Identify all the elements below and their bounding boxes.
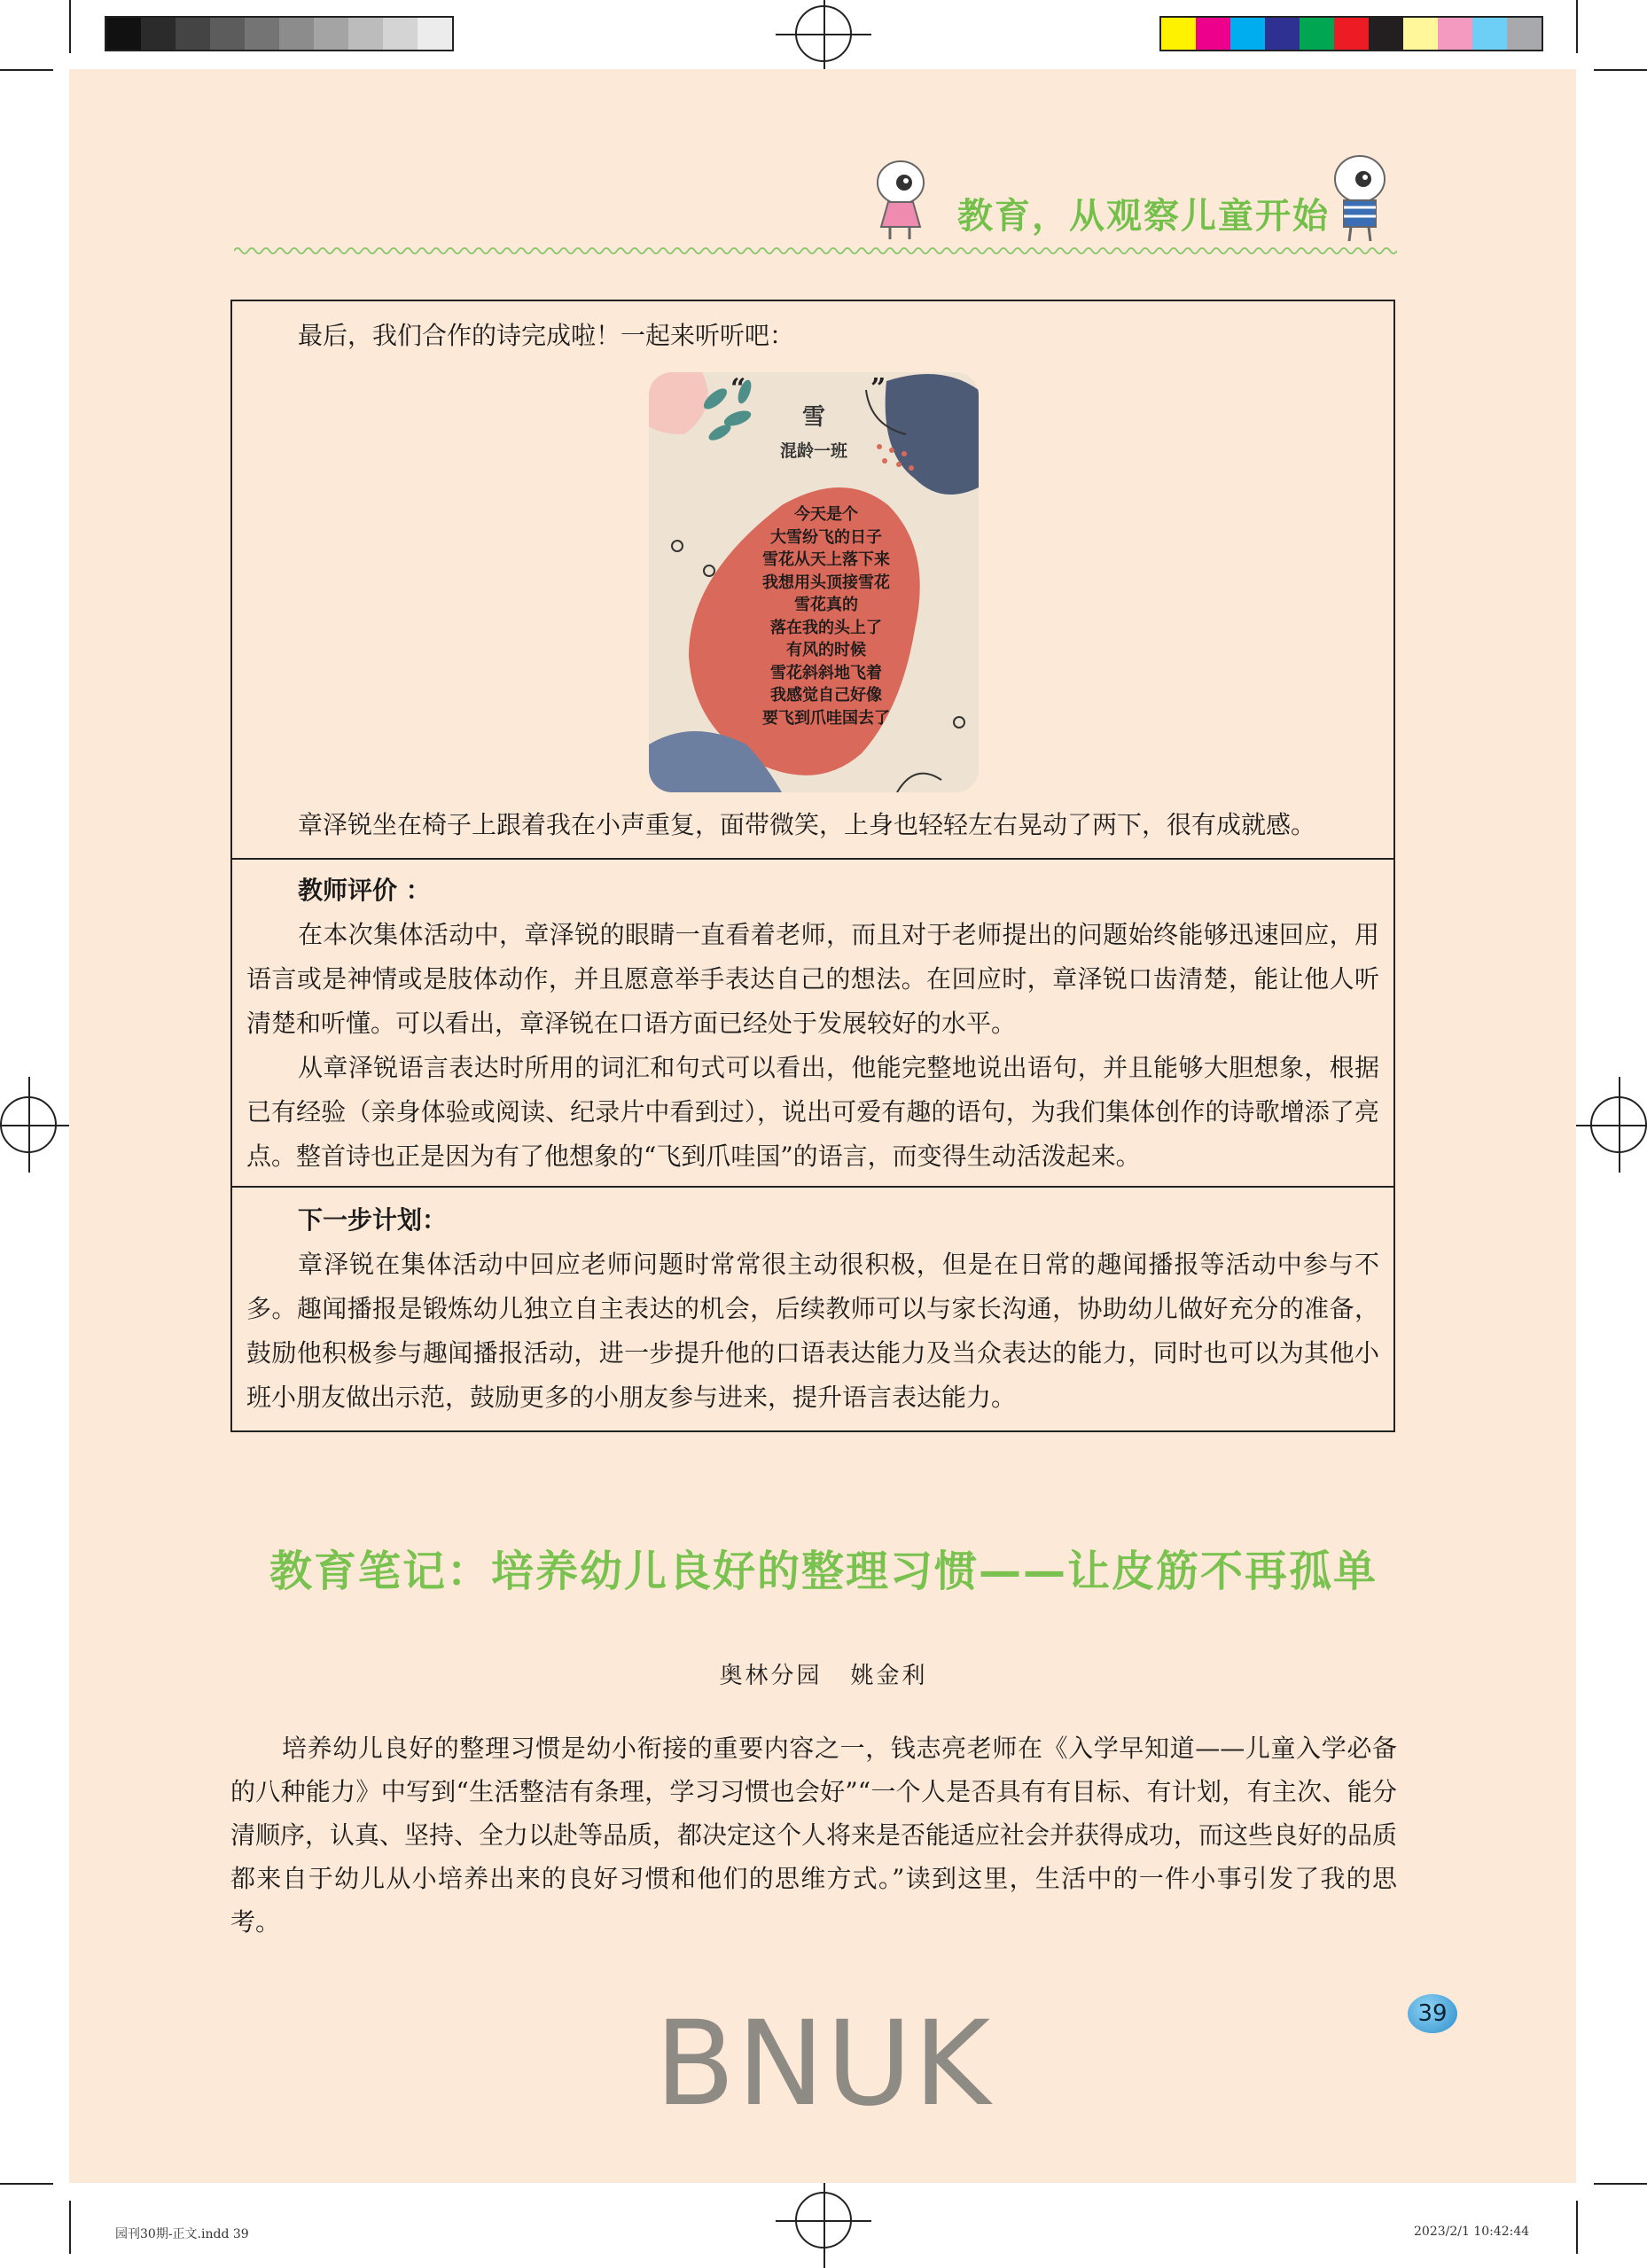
gray-calibration-bar: [105, 16, 454, 51]
watermark-logo: BNUK: [654, 1996, 993, 2132]
gray-swatch: [279, 18, 314, 50]
poem-title: 雪: [801, 404, 825, 431]
registration-mark-top: [795, 5, 852, 62]
poem-line: 雪花从天上落下来: [762, 550, 890, 569]
crop-mark: [1594, 2183, 1647, 2185]
evaluation-label: 教师评价 ：: [298, 876, 431, 905]
svg-text:”: ”: [870, 373, 886, 404]
color-swatch: [1472, 18, 1507, 50]
poem-line: 我感觉自己好像: [770, 686, 882, 705]
crop-mark: [69, 0, 71, 53]
article-body: 培养幼儿良好的整理习惯是幼小衔接的重要内容之一，钱志亮老师在《入学早知道——儿童入学必备的八种能力》中写到“生活整洁有条理，学习习惯也会好”“一个人是否具有有目标、有计划，有主次、能分清顺序，认真、坚持、全力以赴等品质，都决定这个人将来是否能适应社会并获得成功，而这些良好的品质都来自于幼儿从小培养出来的良好习惯和他们的思维方式。”读到这里，生活中的一件小事引发了我的思考。: [230, 1734, 1398, 1937]
poem-line: 落在我的头上了: [770, 618, 882, 637]
gray-swatch: [141, 18, 176, 50]
color-calibration-bar: [1159, 16, 1543, 51]
registration-mark-bottom: [795, 2192, 852, 2249]
registration-mark-left: [0, 1096, 57, 1153]
svg-text:“: “: [730, 373, 746, 404]
page-number: 39: [1408, 1994, 1457, 2033]
byline-author: 姚金利: [850, 1663, 928, 1689]
print-slug-filename: 园刊30期-正文.indd 39: [115, 2227, 249, 2241]
crop-mark: [69, 2201, 71, 2254]
crop-mark: [1576, 0, 1578, 53]
poem-line: 雪花真的: [794, 596, 858, 614]
poem-line: 我想用头顶接雪花: [762, 573, 890, 592]
color-swatch: [1438, 18, 1472, 50]
registration-mark-right: [1590, 1096, 1647, 1153]
gray-swatch: [245, 18, 279, 50]
color-swatch: [1265, 18, 1300, 50]
mascot-girl-icon: [870, 156, 933, 243]
gray-swatch: [383, 18, 418, 50]
crop-mark: [0, 2183, 53, 2185]
color-swatch: [1334, 18, 1369, 50]
poem-line: 今天是个: [794, 505, 858, 524]
print-slug-timestamp: 2023/2/1 10:42:44: [1414, 2225, 1530, 2239]
poem-line: 有风的时候: [786, 641, 866, 659]
color-swatch: [1196, 18, 1230, 50]
gray-swatch: [314, 18, 348, 50]
gray-swatch: [348, 18, 383, 50]
color-swatch: [1230, 18, 1265, 50]
color-swatch: [1161, 18, 1196, 50]
poem-card: [649, 372, 979, 792]
gray-swatch: [210, 18, 245, 50]
table-divider: [232, 858, 1393, 860]
poem-line: 要飞到爪哇国去了: [762, 708, 890, 728]
poem-intro-text: 最后，我们合作的诗完成啦！一起来听听吧：: [298, 321, 795, 350]
mascot-boy-icon: [1326, 152, 1395, 245]
color-swatch: [1300, 18, 1334, 50]
color-swatch: [1403, 18, 1438, 50]
next-plan-label: 下一步计划：: [298, 1205, 448, 1235]
poem-class-name: 混龄一班: [779, 441, 847, 461]
color-swatch: [1369, 18, 1403, 50]
evaluation-paragraph-2: 从章泽锐语言表达时所用的词汇和句式可以看出，他能完整地说出语句，并且能够大胆想象，根据已有经验（亲身体验或阅读、纪录片中看到过），说出可爱有趣的语句，为我们集体创作的诗歌增添了亮点。整首诗也正是因为有了他想象的“飞到爪哇国”的语言，而变得生动活泼起来。: [246, 1053, 1379, 1171]
evaluation-paragraph-1: 在本次集体活动中，章泽锐的眼睛一直看着老师，而且对于老师提出的问题始终能够迅速回应，用语言或是神情或是肢体动作，并且愿意举手表达自己的想法。在回应时，章泽锐口齿清楚，能让他人听清楚和听懂。可以看出，章泽锐在口语方面已经处于发展较好的水平。: [246, 920, 1379, 1038]
poem-line: 大雪纷飞的日子: [770, 527, 882, 547]
gray-swatch: [176, 18, 210, 50]
header-title: 教育，从观察儿童开始: [957, 196, 1330, 237]
crop-mark: [1594, 69, 1647, 71]
poem-outro-text: 章泽锐坐在椅子上跟着我在小声重复，面带微笑，上身也轻轻左右晃动了两下，很有成就感。: [298, 810, 1316, 839]
color-swatch: [1507, 18, 1542, 50]
table-divider: [232, 1186, 1393, 1188]
poem-lines: [738, 503, 915, 729]
article-byline: [0, 1657, 1647, 1690]
gray-swatch: [418, 18, 452, 50]
header-wavy-divider: [234, 245, 1397, 257]
crop-mark: [0, 69, 53, 71]
next-plan-paragraph: 章泽锐在集体活动中回应老师问题时常常很主动很积极，但是在日常的趣闻播报等活动中参与不多。趣闻播报是锻炼幼儿独立自主表达的机会，后续教师可以与家长沟通，协助幼儿做好充分的准备，鼓励他积极参与趣闻播报活动，进一步提升他的口语表达能力及当众表达的能力，同时也可以为其他小班小朋友做出示范，鼓励更多的小朋友参与进来，提升语言表达能力。: [246, 1250, 1379, 1412]
article-title: 教育笔记：培养幼儿良好的整理习惯——让皮筋不再孤单: [269, 1547, 1378, 1596]
byline-organization: 奥林分园: [719, 1663, 823, 1689]
crop-mark: [1576, 2201, 1578, 2254]
poem-line: 雪花斜斜地飞着: [770, 663, 882, 682]
gray-swatch: [106, 18, 141, 50]
